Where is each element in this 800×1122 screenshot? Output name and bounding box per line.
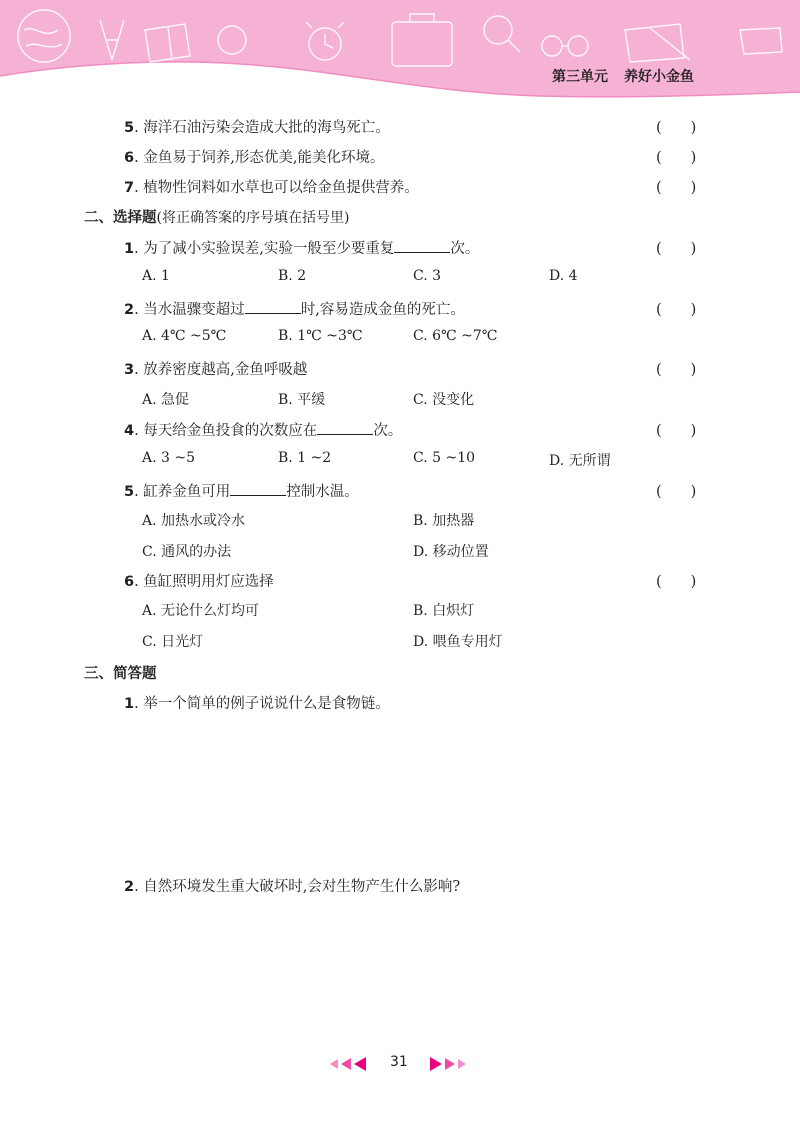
lesson-label: 养好小金鱼 [624,69,694,85]
choice-item-3 [124,358,307,379]
fill-blank[interactable] [230,483,286,496]
option-a[interactable]: A. 急促 [142,392,190,408]
option-a[interactable]: A. 1 [142,268,170,284]
item-text: . 鱼缸照明用灯应选择 [134,574,274,590]
answer-area-1[interactable] [124,716,704,866]
option-c[interactable]: C. 6℃ ~7℃ [413,328,498,344]
right-arrow-icon [430,1057,442,1071]
choice-item-1 [124,237,479,258]
item-text-end: 控制水温。 [286,484,359,500]
fill-blank[interactable] [317,422,373,435]
unit-title [552,66,710,86]
answer-area-2[interactable] [124,900,704,1040]
answer-paren[interactable]: ( ) [656,241,697,257]
option-a[interactable]: A. 4℃ ~5℃ [142,328,227,344]
answer-paren[interactable]: ( ) [656,423,697,439]
page-header [0,0,800,110]
answer-paren[interactable]: ( ) [656,120,697,136]
option-c[interactable]: C. 日光灯 [142,634,204,650]
item-number: 5 [124,484,135,500]
answer-paren[interactable]: ( ) [656,362,697,378]
option-b[interactable]: B. 白炽灯 [413,603,475,619]
item-number: 6 [124,150,135,166]
section-note: (将正确答案的序号填在括号里) [156,210,350,226]
answer-paren[interactable]: ( ) [656,150,697,166]
item-text: . 每天给金鱼投食的次数应在 [134,423,318,439]
option-c[interactable]: C. 没变化 [413,392,475,408]
option-b[interactable]: B. 2 [278,268,307,284]
judge-item-6 [124,146,385,167]
answer-paren[interactable]: ( ) [656,574,697,590]
item-number: 1 [124,241,135,257]
item-text: . 举一个简单的例子说说什么是食物链。 [134,696,390,712]
item-text: . 当水温骤变超过 [134,302,245,318]
section-title-choice [84,206,349,227]
option-b[interactable]: B. 平缓 [278,392,326,408]
choice-item-4 [124,419,402,440]
item-text-end: 时,容易造成金鱼的死亡。 [300,302,465,318]
fill-blank[interactable] [245,301,301,314]
option-c[interactable]: C. 3 [413,268,442,284]
item-number: 5 [124,120,135,136]
short-item-2 [124,875,460,896]
option-a[interactable]: A. 加热水或冷水 [142,513,246,529]
choice-item-5 [124,480,359,501]
section-title-short-answer [84,662,157,683]
option-c[interactable]: C. 5 ~10 [413,450,476,466]
item-text: . 放养密度越高,金鱼呼吸越 [134,362,308,378]
option-b[interactable]: B. 加热器 [413,513,475,529]
answer-paren[interactable]: ( ) [656,180,697,196]
item-text: . 金鱼易于饲养,形态优美,能美化环境。 [134,150,385,166]
item-number: 4 [124,423,135,439]
option-a[interactable]: A. 无论什么灯均可 [142,603,260,619]
choice-item-2 [124,298,465,319]
item-text: . 自然环境发生重大破坏时,会对生物产生什么影响? [134,879,461,895]
left-arrow-icon [330,1059,338,1069]
answer-paren[interactable]: ( ) [656,302,697,318]
option-a[interactable]: A. 3 ~5 [142,450,196,466]
option-b[interactable]: B. 1℃ ~3℃ [278,328,363,344]
section-label: 二、选择题 [84,210,157,226]
option-d[interactable]: D. 4 [549,268,578,284]
choice-item-6 [124,570,274,591]
item-text-end: 次。 [373,423,403,439]
answer-paren[interactable]: ( ) [656,484,697,500]
header-decoration [0,0,800,110]
option-b[interactable]: B. 1 ~2 [278,450,332,466]
item-number: 6 [124,574,135,590]
option-c[interactable]: C. 通风的办法 [142,544,232,560]
option-d[interactable]: D. 喂鱼专用灯 [413,634,503,650]
item-number: 2 [124,302,135,318]
option-d[interactable]: D. 无所谓 [549,453,611,469]
section-label: 三、简答题 [84,666,157,682]
judge-item-5 [124,116,390,137]
item-number: 1 [124,696,135,712]
item-number: 3 [124,362,135,378]
item-text: . 植物性饲料如水草也可以给金鱼提供营养。 [134,180,419,196]
short-item-1 [124,692,390,713]
judge-item-7 [124,176,419,197]
item-number: 2 [124,879,135,895]
item-text: . 缸养金鱼可用 [134,484,231,500]
item-text: . 为了减小实验误差,实验一般至少要重复 [134,241,395,257]
unit-label: 第三单元 [552,69,608,85]
item-number: 7 [124,180,135,196]
item-text-end: 次。 [450,241,480,257]
option-d[interactable]: D. 移动位置 [413,544,489,560]
page-number: 31 [390,1054,408,1070]
fill-blank[interactable] [394,240,450,253]
item-text: . 海洋石油污染会造成大批的海鸟死亡。 [134,120,390,136]
